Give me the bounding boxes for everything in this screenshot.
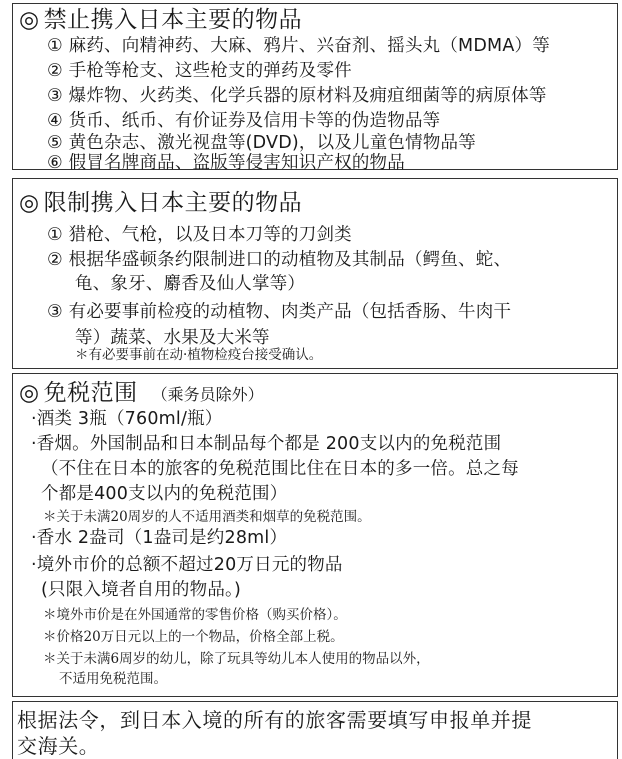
restricted-item: ① 猎枪、气枪，以及日本刀等的刀剑类: [47, 225, 352, 245]
duty-free-section: [12, 373, 618, 697]
prohibited-item: ③ 爆炸物、火药类、化学兵器的原材料及痈疽细菌等的病原体等: [47, 86, 547, 106]
restricted-items-section: [12, 178, 618, 369]
prohibited-items-section: [12, 3, 618, 173]
duty-free-note: ＊价格20万日元以上的一个物品，价格全部上税。: [43, 629, 344, 645]
restricted-item: ② 根据华盛顿条约限制进口的动植物及其制品（鳄鱼、蛇、: [47, 250, 512, 270]
duty-free-note: ＊关于未满20周岁的人不适用酒类和烟草的免税范围。: [43, 509, 371, 525]
restricted-note: ＊有必要事前在动·植物检疫台接受确认。: [75, 347, 323, 363]
declaration-text-line: 根据法令，到日本入境的所有的旅客需要填写申报单并提: [17, 708, 532, 732]
prohibited-item: ⑥ 假冒名牌商品、盗版等侵害知识产权的物品: [47, 153, 405, 173]
declaration-section: [12, 701, 618, 759]
prohibited-heading: [19, 6, 302, 34]
double-circle-icon: ◎: [19, 7, 40, 33]
duty-free-heading: [19, 379, 264, 409]
prohibited-item: ⑤ 黄色杂志、激光视盘等(DVD)，以及儿童色情物品等: [47, 133, 476, 153]
duty-free-line: 个都是400支以内的免税范围）: [41, 484, 288, 504]
prohibited-item: ① 麻药、向精神药、大麻、鸦片、兴奋剂、摇头丸（MDMA）等: [47, 36, 550, 56]
duty-free-line: ·香烟。外国制品和日本制品每个都是 200支以内的免税范围: [31, 434, 502, 454]
restricted-item: ③ 有必要事前检疫的动植物、肉类产品（包括香肠、牛肉干: [47, 302, 512, 322]
double-circle-icon: ◎: [19, 380, 40, 406]
prohibited-item: ② 手枪等枪支、这些枪支的弹药及零件: [47, 61, 352, 81]
duty-free-note: ＊关于未满6周岁的幼儿，除了玩具等幼儿本人使用的物品以外，: [43, 651, 430, 667]
duty-free-subtitle: （乘务员除外）: [151, 385, 264, 404]
duty-free-note-cont: 不适用免税范围。: [59, 671, 167, 687]
duty-free-line: ·香水 2盎司（1盎司是约28ml）: [31, 528, 288, 548]
restricted-item-cont: 等）蔬菜、水果及大米等: [75, 328, 270, 348]
duty-free-line: （不住在日本的旅客的免税范围比住在日本的多一倍。总之每: [41, 459, 519, 479]
declaration-text-line: 交海关。: [17, 734, 100, 758]
duty-free-title: 免税范围: [43, 380, 138, 406]
duty-free-line: ·境外市价的总额不超过20万日元的物品: [31, 555, 343, 575]
restricted-heading: [19, 189, 302, 217]
prohibited-item: ④ 货币、纸币、有价证券及信用卡等的伪造物品等: [47, 111, 441, 131]
restricted-item-cont: 龟、象牙、麝香及仙人掌等）: [75, 274, 306, 294]
prohibited-title: 禁止携入日本主要的物品: [43, 7, 303, 33]
duty-free-line: (只限入境者自用的物品。): [41, 580, 242, 600]
restricted-title: 限制携入日本主要的物品: [43, 190, 303, 216]
duty-free-line: ·酒类 3瓶（760ml/瓶）: [31, 409, 223, 429]
double-circle-icon: ◎: [19, 190, 40, 216]
duty-free-note: ＊境外市价是在外国通常的零售价格（购买价格）。: [43, 607, 347, 623]
